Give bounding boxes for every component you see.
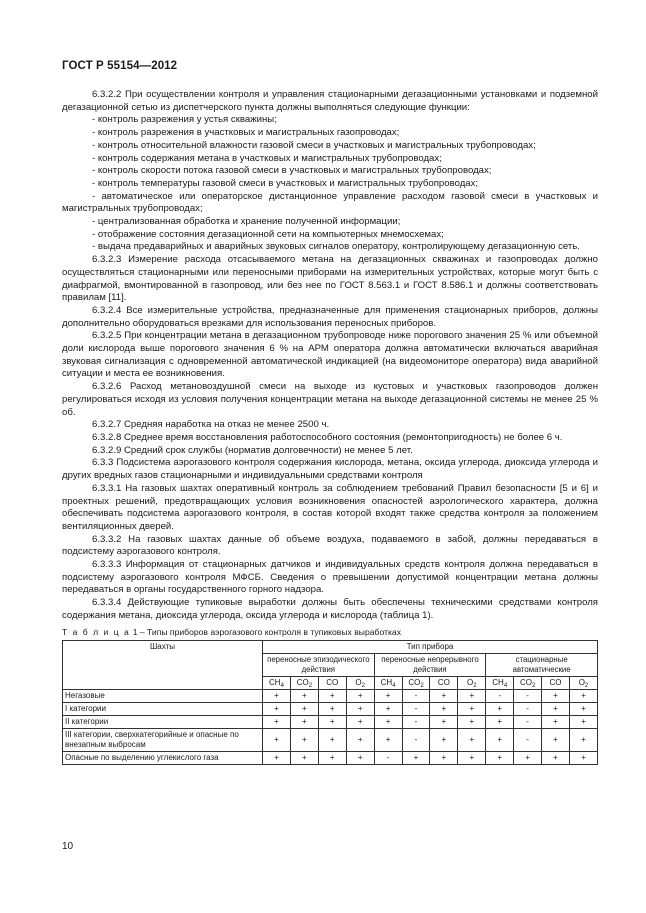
table-cell: -: [514, 702, 542, 715]
table-cell: +: [346, 689, 374, 702]
table-row: [63, 702, 598, 715]
table-cell: +: [430, 728, 458, 751]
header-gas-o2: $O_2$: [458, 676, 486, 689]
table-cell: +: [430, 715, 458, 728]
function-item-10: - выдача предаварийных и аварийных звуковых сигналов оператору, контролирующему дегазационную сеть.: [92, 241, 580, 253]
table-cell: +: [569, 728, 597, 751]
table-cell: +: [290, 689, 318, 702]
header-gas-co: CO: [318, 676, 346, 689]
table-cell: +: [514, 751, 542, 764]
table-cell: +: [346, 728, 374, 751]
table-cell: +: [290, 751, 318, 764]
table-cell: +: [486, 728, 514, 751]
table-cell: +: [263, 751, 291, 764]
table-cell: +: [542, 689, 570, 702]
table-cell: +: [486, 702, 514, 715]
row-label: Негазовые: [63, 689, 263, 702]
paragraph-6-3-2-9: 6.3.2.9 Средний срок службы (норматив долговечности) не менее 5 лет.: [92, 444, 413, 456]
header-gas-ch4: $CH_4$: [374, 676, 402, 689]
table-cell: +: [458, 728, 486, 751]
table-cell: +: [569, 751, 597, 764]
table-cell: +: [290, 715, 318, 728]
table-cell: +: [542, 751, 570, 764]
header-group-portable-episodic: переносные эпизодического действия: [263, 653, 375, 676]
table-cell: +: [263, 715, 291, 728]
table-row: [63, 751, 598, 764]
table-cell: +: [458, 702, 486, 715]
header-gas-ch4: $CH_4$: [263, 676, 291, 689]
table-cell: +: [458, 689, 486, 702]
paragraph-6-3-3-4: 6.3.3.4 Действующие тупиковые выработки должны быть обеспечены техническими средствами контроля содержания метана, диоксида углерода, оксида углерода и кислорода (таблица 1).: [62, 597, 598, 621]
table-cell: +: [263, 689, 291, 702]
paragraph-6-3-3-3: 6.3.3.3 Информация от стационарных датчиков и индивидуальных средств контроля должна передаваться в подсистему аэрогазового контроля МФСБ. Сведения о превышении допустимой концентрации метана должны передаваться в органы государственного горного надзора.: [62, 559, 598, 596]
table-cell: +: [263, 728, 291, 751]
table-cell: +: [430, 702, 458, 715]
table-cell: +: [374, 689, 402, 702]
header-shafts: Шахты: [63, 640, 263, 689]
table-cell: -: [514, 715, 542, 728]
table-row: [63, 689, 598, 702]
header-device-type: Тип прибора: [263, 640, 598, 653]
table-caption-text: 1 – Типы приборов аэрогазового контроля в тупиковых выработках: [132, 626, 402, 637]
header-group-stationary-automatic: стационарные автоматические: [486, 653, 598, 676]
table-row: [63, 728, 598, 751]
table-cell: -: [514, 728, 542, 751]
table-cell: +: [318, 728, 346, 751]
table-cell: +: [318, 715, 346, 728]
table-cell: -: [402, 728, 430, 751]
page-number: 10: [62, 841, 74, 852]
table-cell: +: [542, 702, 570, 715]
header-gas-ch4: $CH_4$: [486, 676, 514, 689]
table-cell: +: [318, 751, 346, 764]
paragraph-6-3-3-1: 6.3.3.1 На газовых шахтах оперативный контроль за соблюдением требований Правил безопасности [5 и 6] и проектных решений, предотвращающих условия возникновения опасностей аэрологического характера, должна обеспечивать подсистема аэрогазового контроля, в состав которой входят также средства контроля за положением вентиляционных дверей.: [62, 482, 598, 532]
table-cell: -: [402, 689, 430, 702]
table-row: [63, 715, 598, 728]
header-gas-o2: $O_2$: [346, 676, 374, 689]
header-gas-o2: $O_2$: [569, 676, 597, 689]
paragraph-6-3-2-6: 6.3.2.6 Расход метановоздушной смеси на выходе из кустовых и участковых газопроводов должен регулироваться исходя из условия получения концентрации метана на выходе дегазационной системы не менее 25 % об.: [62, 381, 598, 418]
function-item-9: - отображение состояния дегазационной сети на компьютерных мнемосхемах;: [92, 228, 444, 240]
table-cell: +: [458, 715, 486, 728]
table-cell: +: [290, 702, 318, 715]
standard-header: ГОСТ Р 55154—2012: [62, 60, 178, 72]
table-cell: +: [486, 715, 514, 728]
table-cell: +: [569, 689, 597, 702]
row-label: III категории, сверхкатегорийные и опасные по внезапным выбросам: [63, 728, 263, 751]
paragraph-6-3-3-2: 6.3.3.2 На газовых шахтах данные об объеме воздуха, подаваемого в забой, должны передаваться в подсистему аэрогазового контроля.: [62, 533, 598, 558]
table-cell: +: [318, 702, 346, 715]
paragraph-6-3-2-7: 6.3.2.7 Средняя наработка на отказ не менее 2500 ч.: [92, 419, 330, 431]
table-cell: +: [486, 751, 514, 764]
table-cell: +: [318, 689, 346, 702]
table-cell: +: [374, 728, 402, 751]
table-cell: +: [430, 689, 458, 702]
header-group-portable-continuous: переносные непрерывного действия: [374, 653, 486, 676]
paragraph-6-3-2-5: 6.3.2.5 При концентрации метана в дегазационном трубопроводе ниже порогового значения 25 % или объемной доли кислорода выше порогового значения 6 % на АРМ оператора должна автоматически включаться аварийная звуковая сигнализация с одновременной автоматической индикацией (на видеомониторе оператора) вида аварийной ситуации и места ее возникновения.: [62, 330, 598, 380]
paragraph-6-3-3: 6.3.3 Подсистема аэрогазового контроля содержания кислорода, метана, оксида углерода, диоксида углерода и других вредных газов стационарными и индивидуальными средствами контроля: [62, 457, 598, 482]
function-item-2: - контроль разрежения в участковых и магистральных газопроводах;: [92, 127, 400, 139]
table-cell: +: [346, 751, 374, 764]
paragraph-6-3-2-4: 6.3.2.4 Все измерительные устройства, предназначенные для применения стационарных приборов, должны дополнительно оборудоваться врезками для использования переносных приборов.: [62, 304, 598, 329]
document-body: [62, 89, 598, 765]
table-cell: +: [458, 751, 486, 764]
header-gas-co: CO: [430, 676, 458, 689]
table-cell: -: [402, 715, 430, 728]
table-cell: +: [569, 715, 597, 728]
table-cell: +: [263, 702, 291, 715]
row-label: Опасные по выделению углекислого газа: [63, 751, 263, 764]
table-cell: -: [486, 689, 514, 702]
function-item-8: - централизованная обработка и хранение полученной информации;: [92, 216, 401, 228]
paragraph-6-3-2-8: 6.3.2.8 Среднее время восстановления работоспособного состояния (ремонтопригодность) не более 6 ч.: [92, 431, 563, 443]
function-item-4: - контроль содержания метана в участковых и магистральных трубопроводах;: [92, 152, 442, 164]
table-caption-label: Т а б л и ц а: [62, 626, 131, 637]
table-cell: +: [346, 715, 374, 728]
header-gas-co2: $CO_2$: [402, 676, 430, 689]
row-label: II категории: [63, 715, 263, 728]
row-label: I категории: [63, 702, 263, 715]
table-cell: +: [346, 702, 374, 715]
table-cell: +: [374, 702, 402, 715]
paragraph-6-3-2-2: 6.3.2.2 При осуществлении контроля и управления стационарными дегазационными установками и подземной дегазационной сетью из диспетчерского пункта должны выполняться следующие функции:: [62, 89, 598, 113]
device-types-table: [62, 640, 598, 765]
table-cell: +: [430, 751, 458, 764]
function-item-5: - контроль скорости потока газовой смеси в участковых и магистральных трубопроводах;: [92, 165, 492, 177]
header-gas-co: CO: [542, 676, 570, 689]
table-cell: +: [290, 728, 318, 751]
function-item-1: - контроль разрежения у устья скважины;: [92, 114, 277, 126]
header-gas-co2: $CO_2$: [290, 676, 318, 689]
table-cell: -: [402, 702, 430, 715]
table-caption: [62, 627, 598, 638]
table-cell: +: [569, 702, 597, 715]
function-item-7: - автоматическое или операторское дистанционное управление расходом газовой смеси в участковых и магистральных трубопроводах;: [62, 190, 598, 215]
function-item-3: - контроль относительной влажности газовой смеси в участковых и магистральных трубопроводах;: [92, 139, 536, 151]
table-cell: +: [374, 715, 402, 728]
table-cell: +: [402, 751, 430, 764]
table-cell: -: [514, 689, 542, 702]
function-item-6: - контроль температуры газовой смеси в участковых и магистральных трубопроводах;: [92, 177, 479, 189]
table-cell: +: [542, 728, 570, 751]
header-gas-co2: $CO_2$: [514, 676, 542, 689]
table-cell: -: [374, 751, 402, 764]
paragraph-6-3-2-3: 6.3.2.3 Измерение расхода отсасываемого метана на дегазационных скважинах и газопроводах должно осуществляться стационарными или переносными приборами на измерительных устройствах, которые могут быть с диафрагмой, вмонтированной в газопровод, или без нее по ГОСТ 8.563.1 и ГОСТ 8.586.1 и должны соответствовать правилам [11].: [62, 254, 598, 304]
table-cell: +: [542, 715, 570, 728]
